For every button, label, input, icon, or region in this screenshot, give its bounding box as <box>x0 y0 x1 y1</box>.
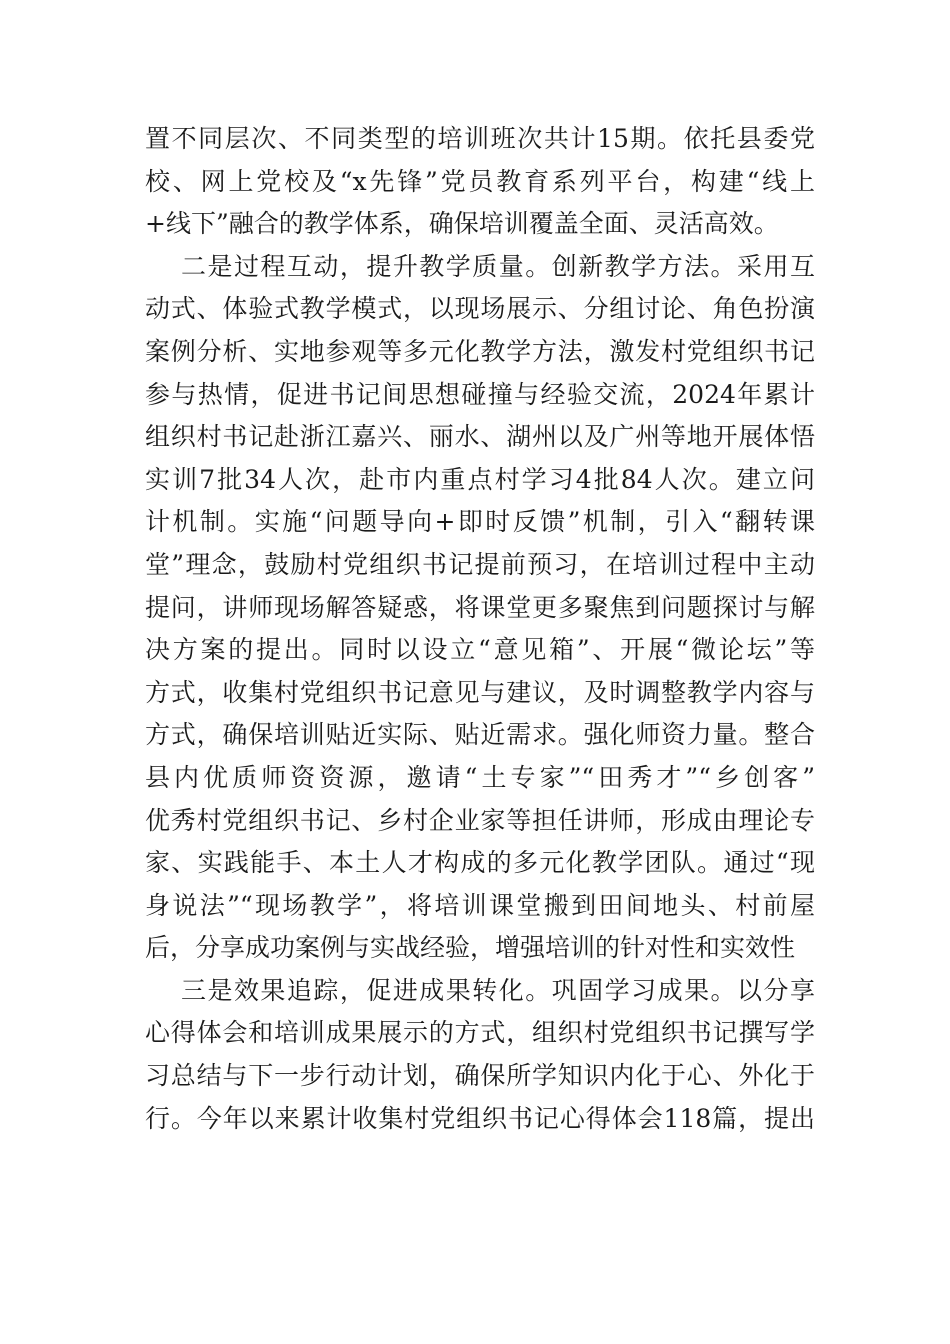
text-line: 计机制。实施“问题导向+即时反馈”机制，引入“翻转课 <box>145 507 815 537</box>
text-line: 实训7批34人次，赴市内重点村学习4批84人次。建立问 <box>145 464 815 494</box>
text-line: 动式、体验式教学模式，以现场展示、分组讨论、角色扮演 <box>145 294 815 324</box>
text-line: 置不同层次、不同类型的培训班次共计15期。依托县委党 <box>145 124 815 153</box>
text-line: 身说法”“现场教学”，将培训课堂搬到田间地头、村前屋 <box>145 890 815 920</box>
text-line: 行。今年以来累计收集村党组织书记心得体会118篇，提出 <box>145 1103 815 1133</box>
paragraph-start-line: 二是过程互动，提升教学质量。创新教学方法。采用互 <box>181 251 815 281</box>
text-line: 校、网上党校及“x先锋”党员教育系列平台，构建“线上 <box>145 166 815 196</box>
text-line: 提问，讲师现场解答疑惑，将课堂更多聚焦到问题探讨与解 <box>145 592 815 622</box>
text-line: 组织村书记赴浙江嘉兴、丽水、湖州以及广州等地开展体悟 <box>145 422 815 452</box>
text-line: 案例分析、实地参观等多元化教学方法，激发村党组织书记 <box>145 336 815 366</box>
text-line: 优秀村党组织书记、乡村企业家等担任讲师，形成由理论专 <box>145 805 815 835</box>
document-body <box>145 118 815 1140</box>
text-line: 堂”理念，鼓励村党组织书记提前预习，在培训过程中主动 <box>145 549 815 579</box>
text-line: 决方案的提出。同时以设立“意见箱”、开展“微论坛”等 <box>145 635 815 665</box>
text-line: 县内优质师资资源，邀请“土专家”“田秀才”“乡创客” <box>145 762 815 792</box>
text-line: 方式，收集村党组织书记意见与建议，及时调整教学内容与 <box>145 677 815 707</box>
text-line: 心得体会和培训成果展示的方式，组织村党组织书记撰写学 <box>145 1018 815 1048</box>
text-line: 后，分享成功案例与实战经验，增强培训的针对性和实效性 <box>145 933 796 963</box>
text-line: +线下”融合的教学体系，确保培训覆盖全面、灵活高效。 <box>145 209 779 239</box>
text-line: 方式，确保培训贴近实际、贴近需求。强化师资力量。整合 <box>145 720 815 750</box>
paragraph-start-line: 三是效果追踪，促进成果转化。巩固学习成果。以分享 <box>181 975 815 1005</box>
text-line: 参与热情，促进书记间思想碰撞与经验交流，2024年累计 <box>145 379 815 409</box>
text-line: 家、实践能手、本土人才构成的多元化教学团队。通过“现 <box>145 848 815 878</box>
text-line: 习总结与下一步行动计划，确保所学知识内化于心、外化于 <box>145 1061 815 1091</box>
